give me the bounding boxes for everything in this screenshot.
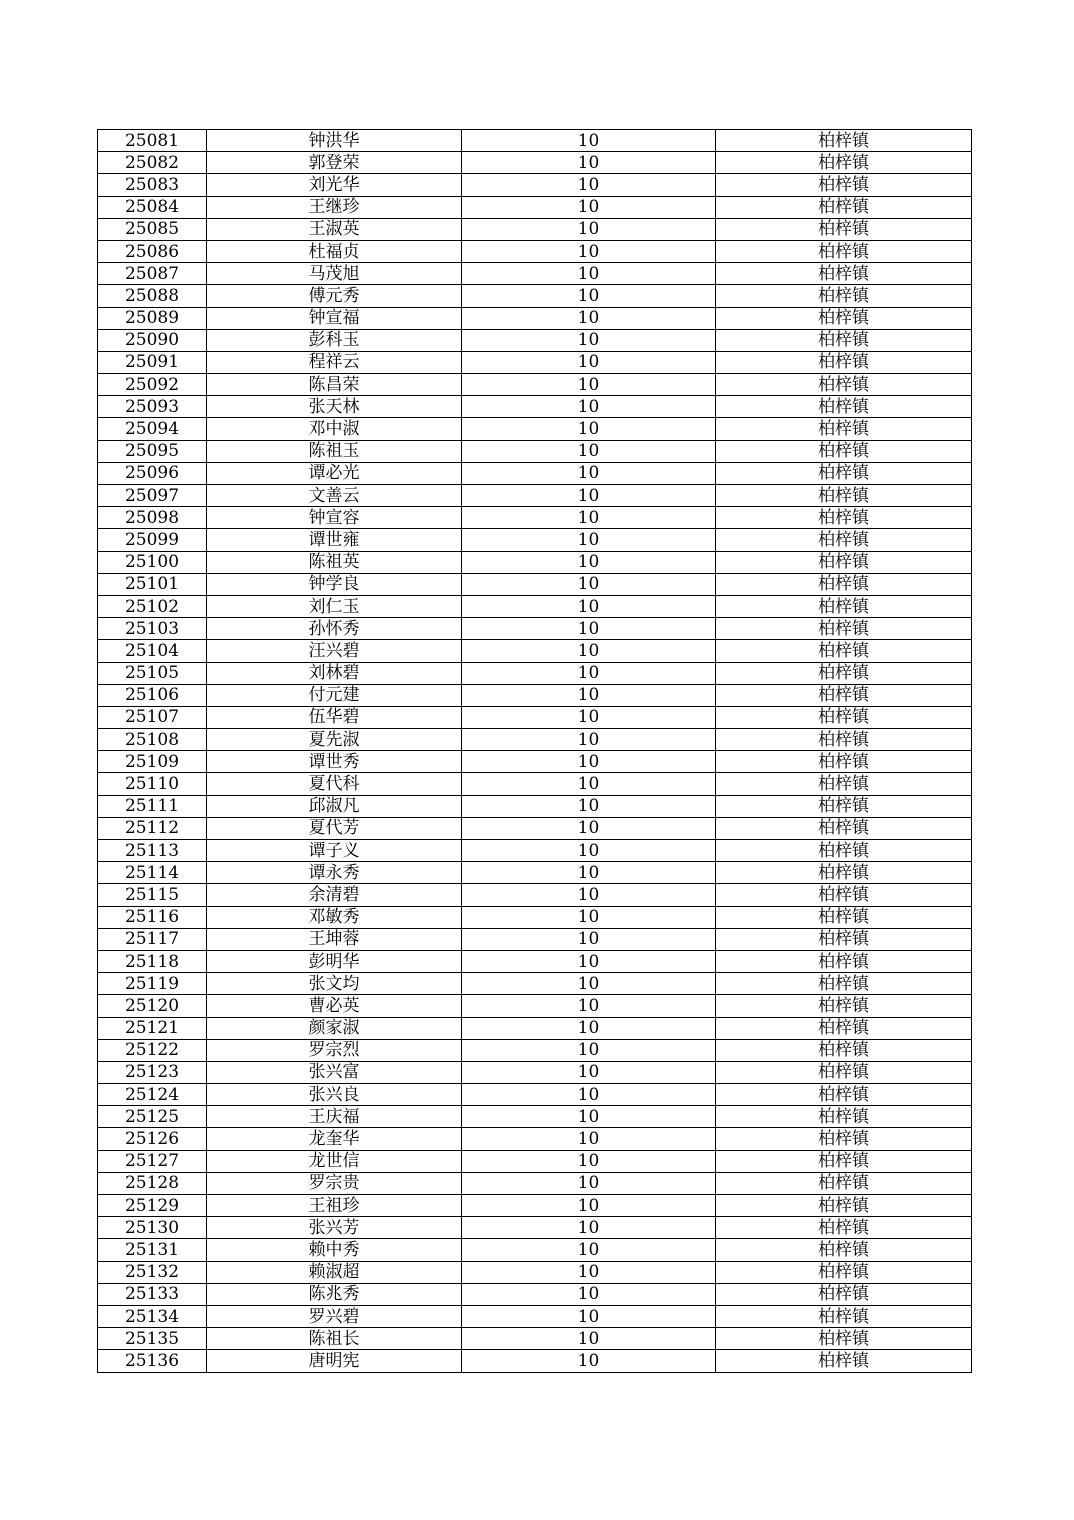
name-cell: 张天林	[207, 396, 462, 418]
town-cell: 柏梓镇	[716, 218, 972, 240]
amount-cell: 10	[462, 1039, 716, 1061]
name-cell: 钟宣福	[207, 307, 462, 329]
table-row	[98, 485, 972, 507]
table-row	[98, 973, 972, 995]
serial-number-cell: 25096	[98, 462, 207, 484]
table-row	[98, 462, 972, 484]
name-cell: 刘光华	[207, 174, 462, 196]
town-cell: 柏梓镇	[716, 396, 972, 418]
table-row	[98, 928, 972, 950]
serial-number-cell: 25122	[98, 1039, 207, 1061]
town-cell: 柏梓镇	[716, 840, 972, 862]
serial-number-cell: 25111	[98, 795, 207, 817]
serial-number-cell: 25116	[98, 906, 207, 928]
amount-cell: 10	[462, 507, 716, 529]
serial-number-cell: 25094	[98, 418, 207, 440]
amount-cell: 10	[462, 795, 716, 817]
name-cell: 陈祖英	[207, 551, 462, 573]
amount-cell: 10	[462, 1350, 716, 1372]
name-cell: 龙奎华	[207, 1128, 462, 1150]
amount-cell: 10	[462, 196, 716, 218]
name-cell: 夏先淑	[207, 729, 462, 751]
town-cell: 柏梓镇	[716, 1283, 972, 1305]
table-row	[98, 1350, 972, 1372]
amount-cell: 10	[462, 706, 716, 728]
table-row	[98, 1061, 972, 1083]
amount-cell: 10	[462, 884, 716, 906]
serial-number-cell: 25123	[98, 1061, 207, 1083]
town-cell: 柏梓镇	[716, 485, 972, 507]
town-cell: 柏梓镇	[716, 640, 972, 662]
table-row	[98, 817, 972, 839]
name-cell: 王淑英	[207, 218, 462, 240]
serial-number-cell: 25135	[98, 1328, 207, 1350]
name-cell: 张兴芳	[207, 1217, 462, 1239]
serial-number-cell: 25083	[98, 174, 207, 196]
table-row	[98, 751, 972, 773]
name-cell: 曹必英	[207, 995, 462, 1017]
town-cell: 柏梓镇	[716, 1150, 972, 1172]
amount-cell: 10	[462, 1150, 716, 1172]
name-cell: 罗宗烈	[207, 1039, 462, 1061]
amount-cell: 10	[462, 618, 716, 640]
serial-number-cell: 25103	[98, 618, 207, 640]
serial-number-cell: 25087	[98, 263, 207, 285]
table-row	[98, 218, 972, 240]
town-cell: 柏梓镇	[716, 928, 972, 950]
table-row	[98, 640, 972, 662]
amount-cell: 10	[462, 729, 716, 751]
serial-number-cell: 25108	[98, 729, 207, 751]
serial-number-cell: 25129	[98, 1195, 207, 1217]
amount-cell: 10	[462, 1017, 716, 1039]
amount-cell: 10	[462, 1305, 716, 1327]
serial-number-cell: 25084	[98, 196, 207, 218]
serial-number-cell: 25121	[98, 1017, 207, 1039]
amount-cell: 10	[462, 1195, 716, 1217]
name-cell: 王坤蓉	[207, 928, 462, 950]
table-row	[98, 285, 972, 307]
town-cell: 柏梓镇	[716, 618, 972, 640]
name-cell: 张兴良	[207, 1084, 462, 1106]
table-row	[98, 1017, 972, 1039]
name-cell: 夏代芳	[207, 817, 462, 839]
table-row	[98, 884, 972, 906]
name-cell: 杜福贞	[207, 240, 462, 262]
serial-number-cell: 25086	[98, 240, 207, 262]
serial-number-cell: 25131	[98, 1239, 207, 1261]
amount-cell: 10	[462, 640, 716, 662]
town-cell: 柏梓镇	[716, 174, 972, 196]
town-cell: 柏梓镇	[716, 1217, 972, 1239]
serial-number-cell: 25090	[98, 329, 207, 351]
amount-cell: 10	[462, 928, 716, 950]
table-row	[98, 862, 972, 884]
table-row	[98, 595, 972, 617]
name-cell: 王继珍	[207, 196, 462, 218]
town-cell: 柏梓镇	[716, 906, 972, 928]
name-cell: 陈祖长	[207, 1328, 462, 1350]
town-cell: 柏梓镇	[716, 729, 972, 751]
table-row	[98, 440, 972, 462]
table-row	[98, 773, 972, 795]
town-cell: 柏梓镇	[716, 152, 972, 174]
table-row	[98, 840, 972, 862]
serial-number-cell: 25114	[98, 862, 207, 884]
name-cell: 邓中淑	[207, 418, 462, 440]
name-cell: 邓敏秀	[207, 906, 462, 928]
table-row	[98, 507, 972, 529]
name-cell: 谭世秀	[207, 751, 462, 773]
name-cell: 付元建	[207, 684, 462, 706]
serial-number-cell: 25098	[98, 507, 207, 529]
serial-number-cell: 25126	[98, 1128, 207, 1150]
amount-cell: 10	[462, 174, 716, 196]
name-cell: 马茂旭	[207, 263, 462, 285]
name-cell: 张兴富	[207, 1061, 462, 1083]
amount-cell: 10	[462, 418, 716, 440]
name-cell: 彭明华	[207, 950, 462, 972]
name-cell: 钟学良	[207, 573, 462, 595]
town-cell: 柏梓镇	[716, 329, 972, 351]
table-row	[98, 729, 972, 751]
amount-cell: 10	[462, 130, 716, 152]
town-cell: 柏梓镇	[716, 1039, 972, 1061]
name-cell: 傅元秀	[207, 285, 462, 307]
town-cell: 柏梓镇	[716, 285, 972, 307]
town-cell: 柏梓镇	[716, 130, 972, 152]
amount-cell: 10	[462, 440, 716, 462]
town-cell: 柏梓镇	[716, 573, 972, 595]
amount-cell: 10	[462, 462, 716, 484]
town-cell: 柏梓镇	[716, 307, 972, 329]
table-row	[98, 706, 972, 728]
serial-number-cell: 25112	[98, 817, 207, 839]
town-cell: 柏梓镇	[716, 884, 972, 906]
amount-cell: 10	[462, 1172, 716, 1194]
serial-number-cell: 25113	[98, 840, 207, 862]
town-cell: 柏梓镇	[716, 440, 972, 462]
serial-number-cell: 25117	[98, 928, 207, 950]
name-cell: 陈兆秀	[207, 1283, 462, 1305]
amount-cell: 10	[462, 329, 716, 351]
table-row	[98, 618, 972, 640]
table-row	[98, 240, 972, 262]
serial-number-cell: 25124	[98, 1084, 207, 1106]
serial-number-cell: 25085	[98, 218, 207, 240]
town-cell: 柏梓镇	[716, 1328, 972, 1350]
amount-cell: 10	[462, 817, 716, 839]
amount-cell: 10	[462, 950, 716, 972]
table-row	[98, 130, 972, 152]
table-row	[98, 1150, 972, 1172]
name-cell: 余清碧	[207, 884, 462, 906]
name-cell: 汪兴碧	[207, 640, 462, 662]
amount-cell: 10	[462, 1261, 716, 1283]
town-cell: 柏梓镇	[716, 995, 972, 1017]
table-row	[98, 573, 972, 595]
name-cell: 刘仁玉	[207, 595, 462, 617]
name-cell: 夏代科	[207, 773, 462, 795]
table-row	[98, 995, 972, 1017]
table-row	[98, 1195, 972, 1217]
town-cell: 柏梓镇	[716, 196, 972, 218]
amount-cell: 10	[462, 1128, 716, 1150]
town-cell: 柏梓镇	[716, 1305, 972, 1327]
table-row	[98, 1305, 972, 1327]
town-cell: 柏梓镇	[716, 1061, 972, 1083]
table-row	[98, 196, 972, 218]
table-body	[98, 130, 972, 1373]
name-cell: 刘林碧	[207, 662, 462, 684]
serial-number-cell: 25095	[98, 440, 207, 462]
town-cell: 柏梓镇	[716, 973, 972, 995]
serial-number-cell: 25118	[98, 950, 207, 972]
table-row	[98, 307, 972, 329]
serial-number-cell: 25097	[98, 485, 207, 507]
name-cell: 谭子义	[207, 840, 462, 862]
serial-number-cell: 25125	[98, 1106, 207, 1128]
serial-number-cell: 25104	[98, 640, 207, 662]
name-cell: 文善云	[207, 485, 462, 507]
table-row	[98, 529, 972, 551]
town-cell: 柏梓镇	[716, 795, 972, 817]
amount-cell: 10	[462, 351, 716, 373]
town-cell: 柏梓镇	[716, 1017, 972, 1039]
table-row	[98, 1128, 972, 1150]
town-cell: 柏梓镇	[716, 706, 972, 728]
amount-cell: 10	[462, 218, 716, 240]
amount-cell: 10	[462, 1283, 716, 1305]
amount-cell: 10	[462, 551, 716, 573]
town-cell: 柏梓镇	[716, 462, 972, 484]
table-row	[98, 684, 972, 706]
table-row	[98, 1261, 972, 1283]
table-row	[98, 662, 972, 684]
amount-cell: 10	[462, 1084, 716, 1106]
amount-cell: 10	[462, 1328, 716, 1350]
serial-number-cell: 25109	[98, 751, 207, 773]
serial-number-cell: 25082	[98, 152, 207, 174]
serial-number-cell: 25120	[98, 995, 207, 1017]
table-row	[98, 1172, 972, 1194]
town-cell: 柏梓镇	[716, 684, 972, 706]
name-cell: 罗兴碧	[207, 1305, 462, 1327]
serial-number-cell: 25134	[98, 1305, 207, 1327]
town-cell: 柏梓镇	[716, 507, 972, 529]
amount-cell: 10	[462, 263, 716, 285]
town-cell: 柏梓镇	[716, 1195, 972, 1217]
town-cell: 柏梓镇	[716, 1106, 972, 1128]
serial-number-cell: 25130	[98, 1217, 207, 1239]
amount-cell: 10	[462, 573, 716, 595]
amount-cell: 10	[462, 662, 716, 684]
amount-cell: 10	[462, 396, 716, 418]
name-cell: 王祖珍	[207, 1195, 462, 1217]
name-cell: 谭必光	[207, 462, 462, 484]
town-cell: 柏梓镇	[716, 1128, 972, 1150]
name-cell: 邱淑凡	[207, 795, 462, 817]
table-row	[98, 1039, 972, 1061]
table-row	[98, 396, 972, 418]
serial-number-cell: 25093	[98, 396, 207, 418]
table-row	[98, 1106, 972, 1128]
town-cell: 柏梓镇	[716, 773, 972, 795]
serial-number-cell: 25101	[98, 573, 207, 595]
table-row	[98, 263, 972, 285]
name-cell: 孙怀秀	[207, 618, 462, 640]
table-row	[98, 1239, 972, 1261]
table-row	[98, 551, 972, 573]
table-row	[98, 795, 972, 817]
name-cell: 颜家淑	[207, 1017, 462, 1039]
amount-cell: 10	[462, 1106, 716, 1128]
name-cell: 谭世雍	[207, 529, 462, 551]
amount-cell: 10	[462, 773, 716, 795]
town-cell: 柏梓镇	[716, 351, 972, 373]
name-cell: 赖中秀	[207, 1239, 462, 1261]
name-cell: 彭科玉	[207, 329, 462, 351]
serial-number-cell: 25106	[98, 684, 207, 706]
town-cell: 柏梓镇	[716, 418, 972, 440]
serial-number-cell: 25110	[98, 773, 207, 795]
town-cell: 柏梓镇	[716, 1172, 972, 1194]
serial-number-cell: 25119	[98, 973, 207, 995]
town-cell: 柏梓镇	[716, 529, 972, 551]
amount-cell: 10	[462, 973, 716, 995]
amount-cell: 10	[462, 995, 716, 1017]
name-cell: 罗宗贵	[207, 1172, 462, 1194]
serial-number-cell: 25127	[98, 1150, 207, 1172]
town-cell: 柏梓镇	[716, 662, 972, 684]
town-cell: 柏梓镇	[716, 595, 972, 617]
town-cell: 柏梓镇	[716, 240, 972, 262]
amount-cell: 10	[462, 152, 716, 174]
serial-number-cell: 25107	[98, 706, 207, 728]
name-cell: 程祥云	[207, 351, 462, 373]
serial-number-cell: 25089	[98, 307, 207, 329]
table-row	[98, 950, 972, 972]
town-cell: 柏梓镇	[716, 263, 972, 285]
town-cell: 柏梓镇	[716, 950, 972, 972]
amount-cell: 10	[462, 529, 716, 551]
serial-number-cell: 25128	[98, 1172, 207, 1194]
amount-cell: 10	[462, 1239, 716, 1261]
serial-number-cell: 25091	[98, 351, 207, 373]
town-cell: 柏梓镇	[716, 374, 972, 396]
serial-number-cell: 25136	[98, 1350, 207, 1372]
amount-cell: 10	[462, 1061, 716, 1083]
table-row	[98, 152, 972, 174]
town-cell: 柏梓镇	[716, 1084, 972, 1106]
table-row	[98, 906, 972, 928]
name-cell: 钟洪华	[207, 130, 462, 152]
table-row	[98, 351, 972, 373]
serial-number-cell: 25133	[98, 1283, 207, 1305]
town-cell: 柏梓镇	[716, 551, 972, 573]
town-cell: 柏梓镇	[716, 1239, 972, 1261]
table-row	[98, 374, 972, 396]
table-row	[98, 329, 972, 351]
data-table	[97, 129, 972, 1373]
serial-number-cell: 25132	[98, 1261, 207, 1283]
name-cell: 唐明宪	[207, 1350, 462, 1372]
serial-number-cell: 25100	[98, 551, 207, 573]
name-cell: 赖淑超	[207, 1261, 462, 1283]
amount-cell: 10	[462, 840, 716, 862]
name-cell: 谭永秀	[207, 862, 462, 884]
amount-cell: 10	[462, 240, 716, 262]
name-cell: 张文均	[207, 973, 462, 995]
amount-cell: 10	[462, 285, 716, 307]
amount-cell: 10	[462, 1217, 716, 1239]
amount-cell: 10	[462, 862, 716, 884]
name-cell: 钟宣容	[207, 507, 462, 529]
table-row	[98, 1084, 972, 1106]
serial-number-cell: 25115	[98, 884, 207, 906]
town-cell: 柏梓镇	[716, 1350, 972, 1372]
name-cell: 郭登荣	[207, 152, 462, 174]
serial-number-cell: 25105	[98, 662, 207, 684]
name-cell: 龙世信	[207, 1150, 462, 1172]
name-cell: 伍华碧	[207, 706, 462, 728]
serial-number-cell: 25099	[98, 529, 207, 551]
serial-number-cell: 25102	[98, 595, 207, 617]
town-cell: 柏梓镇	[716, 862, 972, 884]
table-row	[98, 418, 972, 440]
name-cell: 陈昌荣	[207, 374, 462, 396]
town-cell: 柏梓镇	[716, 751, 972, 773]
amount-cell: 10	[462, 374, 716, 396]
name-cell: 陈祖玉	[207, 440, 462, 462]
table-row	[98, 1283, 972, 1305]
amount-cell: 10	[462, 906, 716, 928]
table-row	[98, 174, 972, 196]
amount-cell: 10	[462, 485, 716, 507]
table-row	[98, 1328, 972, 1350]
amount-cell: 10	[462, 595, 716, 617]
amount-cell: 10	[462, 684, 716, 706]
name-cell: 王庆福	[207, 1106, 462, 1128]
table-row	[98, 1217, 972, 1239]
serial-number-cell: 25092	[98, 374, 207, 396]
amount-cell: 10	[462, 307, 716, 329]
serial-number-cell: 25081	[98, 130, 207, 152]
amount-cell: 10	[462, 751, 716, 773]
town-cell: 柏梓镇	[716, 1261, 972, 1283]
serial-number-cell: 25088	[98, 285, 207, 307]
town-cell: 柏梓镇	[716, 817, 972, 839]
